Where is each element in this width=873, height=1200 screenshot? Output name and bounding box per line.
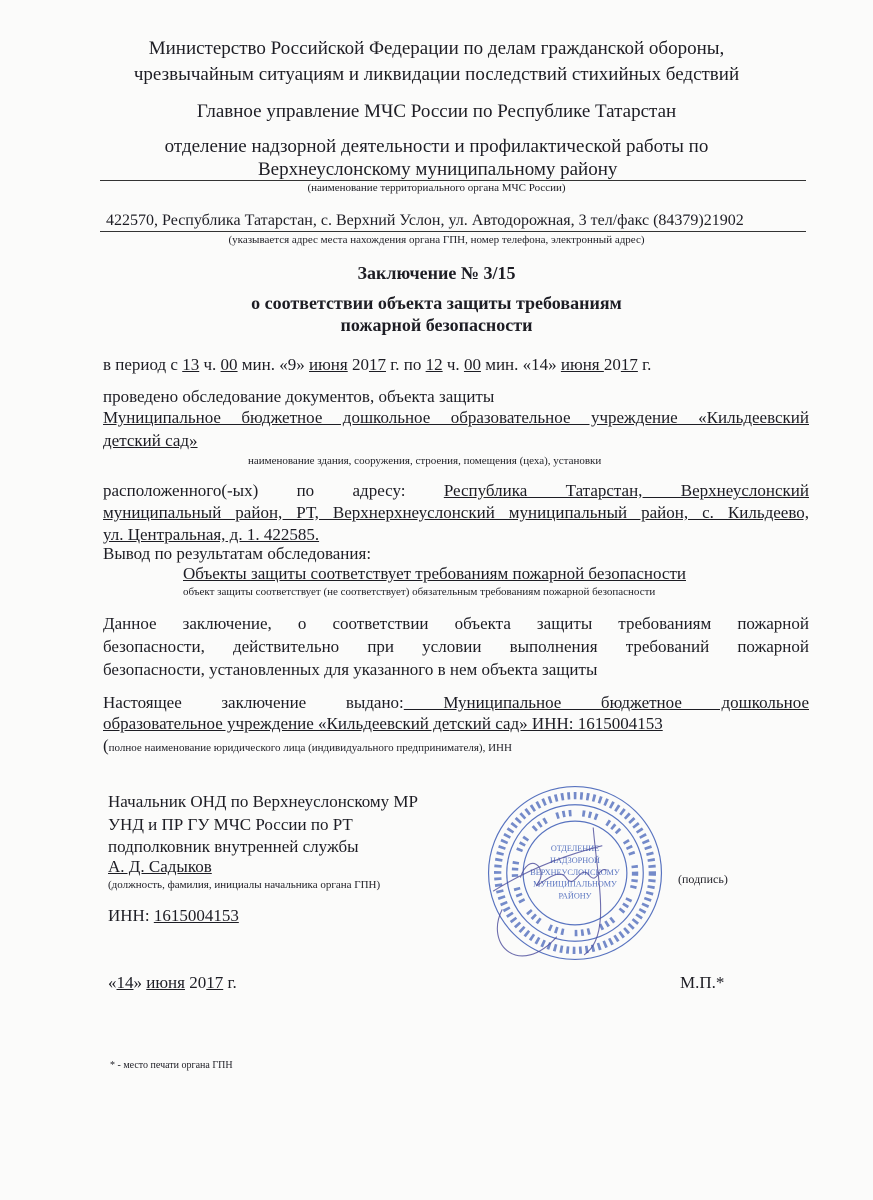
department-address: 422570, Республика Татарстан, с. Верхний Услон, ул. Автодорожная, 3 тел/факс (84379)21902 (106, 212, 744, 229)
validity-line-2: безопасности, действительно при условии выполнения требований пожарной (103, 637, 809, 656)
validity-line-3: безопасности, установленных для указанного в нем объекта защиты (103, 660, 598, 679)
object-caption: наименование здания, сооружения, строения, помещения (цеха), установки (248, 455, 602, 467)
official-stamp (484, 782, 666, 964)
object-name-line-2: детский сад» (103, 431, 198, 450)
stamp-center-line: ВЕРХНЕУСЛОНСКОМУ (530, 867, 620, 877)
signatory-caption: (должность, фамилия, инициалы начальника органа ГПН) (108, 879, 381, 891)
stamp-center-line: РАЙОНУ (558, 891, 592, 901)
ministry-line-1: Министерство Российской Федерации по делам гражданской обороны, (148, 38, 725, 59)
department-line-1: отделение надзорной деятельности и профилактической работы по (164, 136, 709, 157)
stamp-center-line: МУНИЦИПАЛЬНОМУ (533, 879, 617, 889)
address-caption: (указывается адрес места нахождения органа ГПН, номер телефона, электронный адрес) (228, 234, 645, 246)
signatory-rank: подполковник внутренней службы (108, 837, 359, 856)
stamp-center-text (530, 844, 620, 900)
issued-line-2: образовательное учреждение «Кильдеевский детский сад» ИНН: 1615004153 (103, 714, 663, 733)
issued-line-1: Настоящее заключение выдано: Муниципальное бюджетное дошкольное (103, 693, 809, 712)
object-address-line-3: ул. Центральная, д. 1. 422585. (103, 525, 320, 544)
signatory-position-1: Начальник ОНД по Верхнеуслонскому МР (108, 792, 419, 811)
object-name-line-1: Муниципальное бюджетное дошкольное образовательное учреждение «Кильдеевский (103, 408, 809, 427)
document-title: Заключение № 3/15 (357, 263, 516, 283)
issue-date: «14» июня 2017 г. (108, 973, 237, 992)
department-line-2: Верхнеуслонскому муниципальному району (258, 159, 618, 180)
issued-caption: (полное наименование юридического лица (индивидуального предпринимателя), ИНН (103, 736, 512, 755)
object-address-line-2: муниципальный район, РТ, Верхнерхнеуслонский муниципальный район, с. Кильдеево, (103, 503, 809, 522)
seal-label: М.П.* (680, 973, 725, 992)
conclusion-text: Объекты защиты соответствует требованиям пожарной безопасности (183, 564, 686, 583)
inspection-period: в период с 13 ч. 00 мин. «9» июня 2017 г. по 12 ч. 00 мин. «14» июня 2017 г. (103, 355, 652, 374)
conclusion-label: Вывод по результатам обследования: (103, 544, 372, 563)
divider (100, 180, 806, 181)
conclusion-caption: объект защиты соответствует (не соответствует) обязательным требованиям пожарной безопасности (183, 586, 656, 598)
signatory-name: А. Д. Садыков (108, 857, 212, 876)
stamp-center-line: НАДЗОРНОЙ (550, 855, 600, 865)
inspection-intro: проведено обследование документов, объекта защиты (103, 387, 495, 406)
divider (100, 231, 806, 232)
footnote: * - место печати органа ГПН (110, 1060, 233, 1071)
object-address-line-1: расположенного(-ых) по адресу: Республика Татарстан, Верхнеуслонский (103, 481, 809, 500)
stamp-center-line: ОТДЕЛЕНИЕ (550, 844, 600, 854)
inn: ИНН: 1615004153 (108, 906, 239, 925)
document-subtitle-1: о соответствии объекта защиты требованиям (251, 293, 622, 313)
department-caption: (наименование территориального органа МЧС России) (307, 182, 566, 194)
document-subtitle-2: пожарной безопасности (340, 315, 533, 335)
signatory-position-2: УНД и ПР ГУ МЧС России по РТ (108, 815, 353, 834)
directorate: Главное управление МЧС России по Республике Татарстан (196, 101, 677, 122)
signature-caption: (подпись) (678, 872, 728, 886)
ministry-line-2: чрезвычайным ситуациям и ликвидации последствий стихийных бедствий (133, 64, 740, 85)
validity-line-1: Данное заключение, о соответствии объекта защиты требованиям пожарной (103, 614, 809, 633)
